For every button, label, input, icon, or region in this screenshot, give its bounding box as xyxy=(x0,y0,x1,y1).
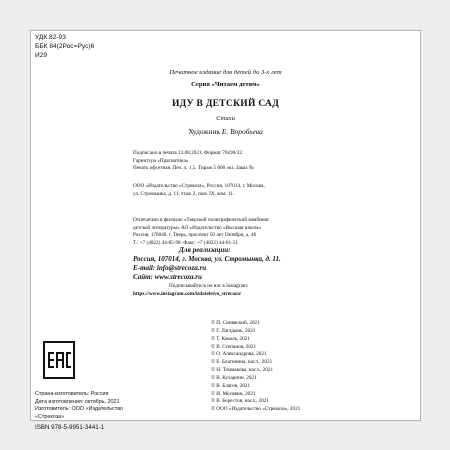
copyright-item: © В. Кухарнин, 2021 xyxy=(211,374,257,381)
copyright-item: © И. Мосявин, 2021 xyxy=(211,390,256,397)
publisher-line: ООО «Издательство «Стрекоза», Россия, 107014, г. Москва, xyxy=(133,183,265,189)
print-info-line: Подписано в печать 13.08.2021. Формат 70х90/32. xyxy=(133,150,244,156)
copyright-item: © В. Степанов, 2021 xyxy=(211,343,257,350)
copyright-list xyxy=(211,320,300,414)
copyright-item: © П. Синявский, 2021 xyxy=(211,320,260,326)
copyright-item: © В. Благов, 2021 xyxy=(211,382,251,389)
copyright-item: © Е. Благинина, насл., 2021 xyxy=(211,359,273,366)
illustrator-name: Е. Воробьева xyxy=(221,127,263,136)
copyright-item: © В. Берестов, насл., 2021 xyxy=(211,398,269,405)
udk-code: УДК 82-93 xyxy=(35,34,66,41)
eac-icon xyxy=(43,341,75,379)
illustrator-label: Художник xyxy=(188,127,220,136)
manufacturer-line: Изготовитель: ООО «Издательство xyxy=(35,406,124,413)
realization-address: Россия, 107014, г. Москва, ул. Стромынка, д. 11. xyxy=(133,255,281,263)
publisher-line: ул. Стромынка, д. 11, этаж 2, пом. IX, ком. 11. xyxy=(133,190,235,197)
instagram-text: Подписывайтесь на нас в Instagram: xyxy=(169,283,249,289)
illustrator-line xyxy=(31,127,420,136)
series-name: Серия «Читаем детям» xyxy=(191,81,260,88)
copyright-item: © Г. Лагздынь, 2021 xyxy=(211,327,256,334)
realization-email: E-mail: info@strecoza.ru xyxy=(133,264,207,272)
printer-line: Россия, 170040, г. Тверь, проспект 50 лет Октября, д. 46 xyxy=(133,232,257,239)
copyright-item: © О. Александрова, 2021 xyxy=(211,351,267,358)
manufacturer-info xyxy=(35,391,123,422)
manufacturer-line: Страна-изготовитель: Россия xyxy=(35,391,109,397)
printer-info xyxy=(133,217,413,247)
author-mark: И29 xyxy=(35,52,48,59)
print-info-line: Гарнитура «Прагматика». xyxy=(133,157,190,164)
copyright-item: © Т. Коваль, 2021 xyxy=(211,335,250,342)
age-note: Печатное издание для детей до 3-х лет xyxy=(169,69,282,76)
printer-line: детской литературы» АО «Издательство «Высшая школа» xyxy=(133,224,262,231)
book-title: ИДУ В ДЕТСКИЙ САД xyxy=(171,99,280,109)
manufacturer-line: «Стрекоза» xyxy=(35,414,65,421)
printer-line: Т.: +7 (4822) 44-85-98. Факс: +7 (4822) 44-61-51 xyxy=(133,239,239,246)
print-info xyxy=(133,150,413,173)
printer-line: Отпечатано в филиале «Тверской полиграфический комбинат xyxy=(133,217,270,223)
realization-block xyxy=(133,246,281,282)
copyright-item: © Н. Томмакова, насл., 2021 xyxy=(211,367,274,374)
bbk-code: ББК 84(2Рос=Рус)6 xyxy=(35,43,95,50)
realization-site: Сайт: www.strecoza.ru xyxy=(133,273,202,281)
instagram-block xyxy=(133,283,413,298)
realization-header: Для реализации: xyxy=(179,246,231,254)
book-subtitle: Стихи xyxy=(216,115,235,122)
isbn: ISBN 978-5-9951-3441-1 xyxy=(35,424,105,431)
classification-codes xyxy=(35,33,94,60)
print-info-line: Печать офсетная. Печ. л. 1,5. Тираж 5 000 экз. Заказ № xyxy=(133,165,254,172)
instagram-link[interactable]: https://www.instagram.com/izdatelstvo_strecoza/ xyxy=(133,290,242,297)
copyright-item: © ООО «Издательство «Стрекоза», 2021 xyxy=(211,406,301,413)
publisher-info xyxy=(133,183,413,198)
manufacturer-line: Дата изготовления: октябрь, 2021 xyxy=(35,398,120,405)
imprint-page xyxy=(30,30,421,431)
